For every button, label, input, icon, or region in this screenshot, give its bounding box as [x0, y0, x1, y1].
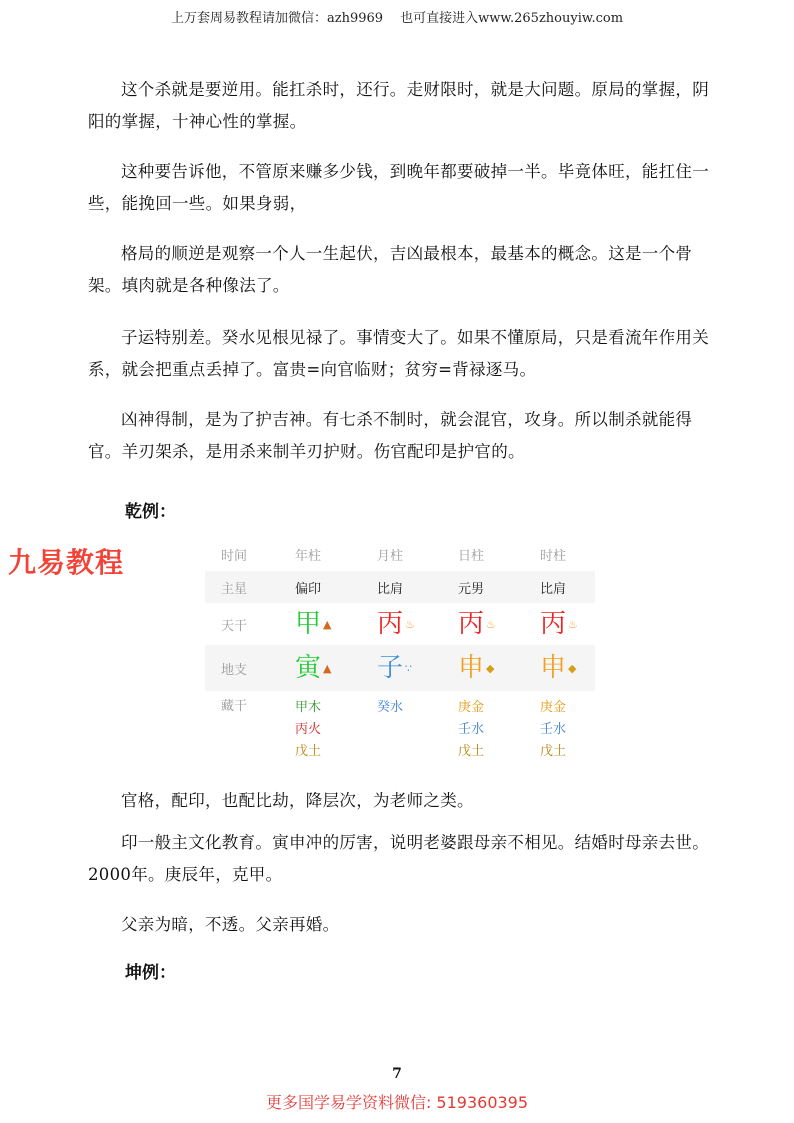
hidden-month	[377, 691, 403, 775]
water-icon: ∵	[405, 661, 413, 675]
paragraph-1: 这个杀就是要逆用。能扛杀时，还行。走财限时，就是大问题。原局的掌握，阴阳的掌握，十神心性的掌握。	[88, 80, 709, 131]
paragraph-2: 这种要告诉他，不管原来赚多少钱，到晚年都要破掉一半。毕竟体旺，能扛住一些，能挽回一些。如果身弱，	[88, 162, 709, 213]
heading-female-example: 坤例：	[125, 963, 176, 983]
hidden-stem-item: 戊土	[540, 744, 567, 759]
paragraph-5: 凶神得制，是为了护吉神。有七杀不制时，就会混官，攻身。所以制杀就能得官。羊刃架杀，是用杀来制羊刃护财。伤官配印是护官的。	[88, 410, 693, 461]
stem-char: 丙	[458, 609, 485, 639]
branch-hour	[540, 645, 576, 691]
paragraph-8: 父亲为暗，不透。父亲再婚。	[121, 915, 340, 934]
branch-year	[295, 645, 331, 691]
col-header-time: 时间	[221, 548, 248, 564]
branch-day	[458, 645, 494, 691]
watermark-logo: 九易教程	[8, 546, 125, 579]
fire-icon: ♨	[486, 617, 496, 631]
branch-char: 申	[458, 653, 485, 683]
hidden-stem-item: 庚金	[540, 700, 567, 715]
main-star-row	[205, 571, 595, 603]
footer-ad: 更多国学易学资料微信: 519360395	[265, 1093, 529, 1112]
main-star-year: 偏印	[295, 581, 322, 597]
main-star-day: 元男	[458, 581, 485, 597]
col-header-month: 月柱	[377, 548, 404, 564]
stem-char: 甲	[295, 609, 322, 639]
hidden-stem-item: 戊土	[295, 744, 322, 759]
stem-month	[377, 603, 415, 645]
hidden-stems-row	[205, 691, 595, 769]
hidden-day	[458, 691, 484, 775]
hidden-stem-item: 庚金	[458, 700, 485, 715]
hidden-stem-item: 壬水	[540, 722, 567, 737]
branches-row	[205, 645, 595, 691]
paragraph-6: 官格，配印，也配比劫，降层次，为老师之类。	[121, 791, 474, 810]
main-star-hour: 比肩	[540, 581, 567, 597]
branch-char: 子	[377, 653, 404, 683]
branch-char: 申	[540, 653, 567, 683]
stems-row	[205, 603, 595, 645]
stem-year	[295, 603, 331, 645]
main-star-month: 比肩	[377, 581, 404, 597]
stem-char: 丙	[377, 609, 404, 639]
row-label-branches: 地支	[221, 662, 248, 678]
stem-char: 丙	[540, 609, 567, 639]
metal-icon: ◆	[568, 661, 577, 675]
page-number: 7	[392, 1066, 402, 1082]
row-label-main-star: 主星	[221, 581, 248, 597]
hidden-stem-item: 丙火	[295, 722, 322, 737]
col-header-year: 年柱	[295, 548, 322, 564]
hidden-hour	[540, 691, 566, 775]
wood-icon: ▲	[323, 617, 332, 631]
paragraph-7: 印一般主文化教育。寅申冲的厉害，说明老婆跟母亲不相见。结婚时母亲去世。2000年。庚辰年，克甲。	[88, 833, 709, 884]
stem-hour	[540, 603, 578, 645]
bazi-chart	[205, 537, 595, 769]
paragraph-3: 格局的顺逆是观察一个人一生起伏，吉凶最根本，最基本的概念。这是一个骨架。填肉就是各种像法了。	[88, 244, 693, 295]
hidden-stem-item: 甲木	[295, 700, 322, 715]
hidden-stem-item: 癸水	[377, 700, 404, 715]
row-label-hidden: 藏干	[221, 699, 248, 714]
page-header: 上万套周易教程请加微信：azh9969 也可直接进入www.265zhouyiw.com	[170, 11, 624, 26]
branch-month	[377, 645, 412, 691]
row-label-stems: 天干	[221, 618, 248, 634]
col-header-day: 日柱	[458, 548, 485, 564]
col-header-hour: 时柱	[540, 548, 567, 564]
hidden-stem-item: 戊土	[458, 744, 485, 759]
paragraph-4: 子运特别差。癸水见根见禄了。事情变大了。如果不懂原局，只是看流年作用关系，就会把重点丢掉了。富贵=向官临财；贫穷=背禄逐马。	[88, 328, 709, 379]
heading-male-example: 乾例：	[125, 502, 176, 522]
metal-icon: ◆	[486, 661, 495, 675]
stem-day	[458, 603, 496, 645]
hidden-stem-item: 壬水	[458, 722, 485, 737]
fire-icon: ♨	[405, 617, 415, 631]
branch-char: 寅	[295, 653, 322, 683]
fire-icon: ♨	[568, 617, 578, 631]
chart-header-row	[205, 537, 595, 571]
wood-icon: ▲	[323, 661, 332, 675]
hidden-year	[295, 691, 321, 775]
